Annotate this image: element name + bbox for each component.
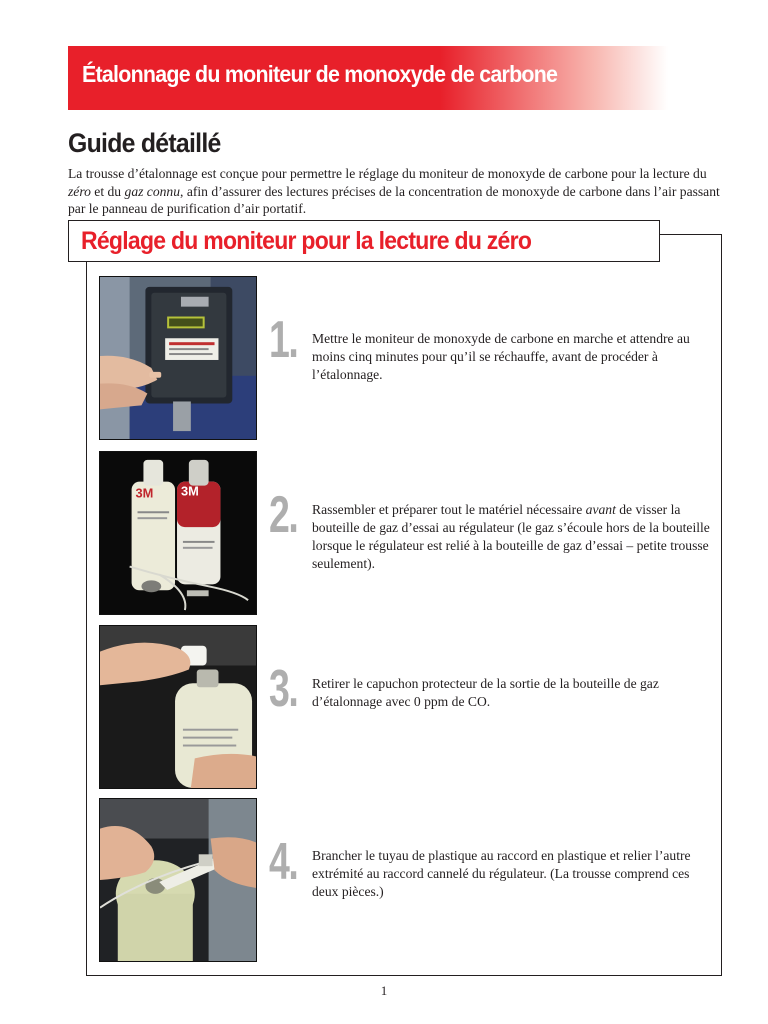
step-3-photo	[99, 625, 257, 789]
step-3-number: 3.	[269, 660, 298, 718]
intro-emphasis-known-gas: gaz connu	[124, 183, 181, 199]
header-banner	[68, 46, 668, 110]
cap-removal-photo-image	[100, 626, 256, 788]
guide-heading: Guide détaillé	[68, 128, 221, 158]
intro-emphasis-zero: zéro	[68, 183, 91, 199]
gas-bottles-photo-image	[100, 452, 256, 614]
bottle-brand-label-left: 3M	[135, 485, 154, 501]
intro-paragraph	[68, 165, 728, 218]
step-3-text: Retirer le capuchon protecteur de la sortie de la bouteille de gaz d’étalonnage avec 0 ppm de CO.	[312, 676, 659, 709]
intro-text-3: , afin d’assurer des lectures précises de la concentration de monoxyde de carbone dans l’air passant par le panneau de purification d’air portatif.	[68, 183, 720, 216]
step-1-number: 1.	[269, 311, 298, 369]
banner-title: Étalonnage du moniteur de monoxyde de carbone	[82, 61, 558, 87]
monitor-photo-image	[100, 277, 256, 439]
step-2-emphasis: avant	[585, 502, 616, 517]
step-2-text-a: Rassembler et préparer tout le matériel nécessaire	[312, 502, 586, 517]
step-4-photo	[99, 798, 257, 962]
step-1	[99, 276, 719, 440]
step-1-text: Mettre le moniteur de monoxyde de carbone en marche et attendre au moins cinq minutes pour qu’il se réchauffe, avant de procéder à l’étalonnage.	[312, 331, 690, 382]
step-1-photo	[99, 276, 257, 440]
section-header-box	[68, 220, 660, 262]
intro-text-1: La trousse d’étalonnage est conçue pour permettre le réglage du moniteur de monoxyde de carbone pour la lecture du	[68, 166, 707, 181]
intro-text-2: et du	[90, 183, 125, 199]
step-4-text: Brancher le tuyau de plastique au raccord en plastique et relier l’autre extrémité au raccord cannelé du régulateur. (La trousse comprend ces deux pièces.)	[312, 848, 691, 899]
hose-connection-photo-image	[100, 799, 256, 961]
step-4	[99, 798, 719, 962]
section-title: Réglage du moniteur pour la lecture du zéro	[81, 227, 532, 255]
step-3	[99, 625, 719, 789]
step-2	[99, 451, 719, 615]
step-2-number: 2.	[269, 486, 298, 544]
step-2-text	[312, 501, 712, 573]
step-2-text-b: de visser la bouteille de gaz d’essai au régulateur (le gaz s’écoule hors de la bouteille lorsque le régulateur est relié à la bouteille de gaz d’essai – petite trousse seulement).	[312, 502, 710, 571]
step-4-number: 4.	[269, 833, 298, 891]
page-number: 1	[380, 983, 388, 998]
step-2-photo	[99, 451, 257, 615]
bottle-brand-label-right: 3M	[180, 483, 199, 499]
